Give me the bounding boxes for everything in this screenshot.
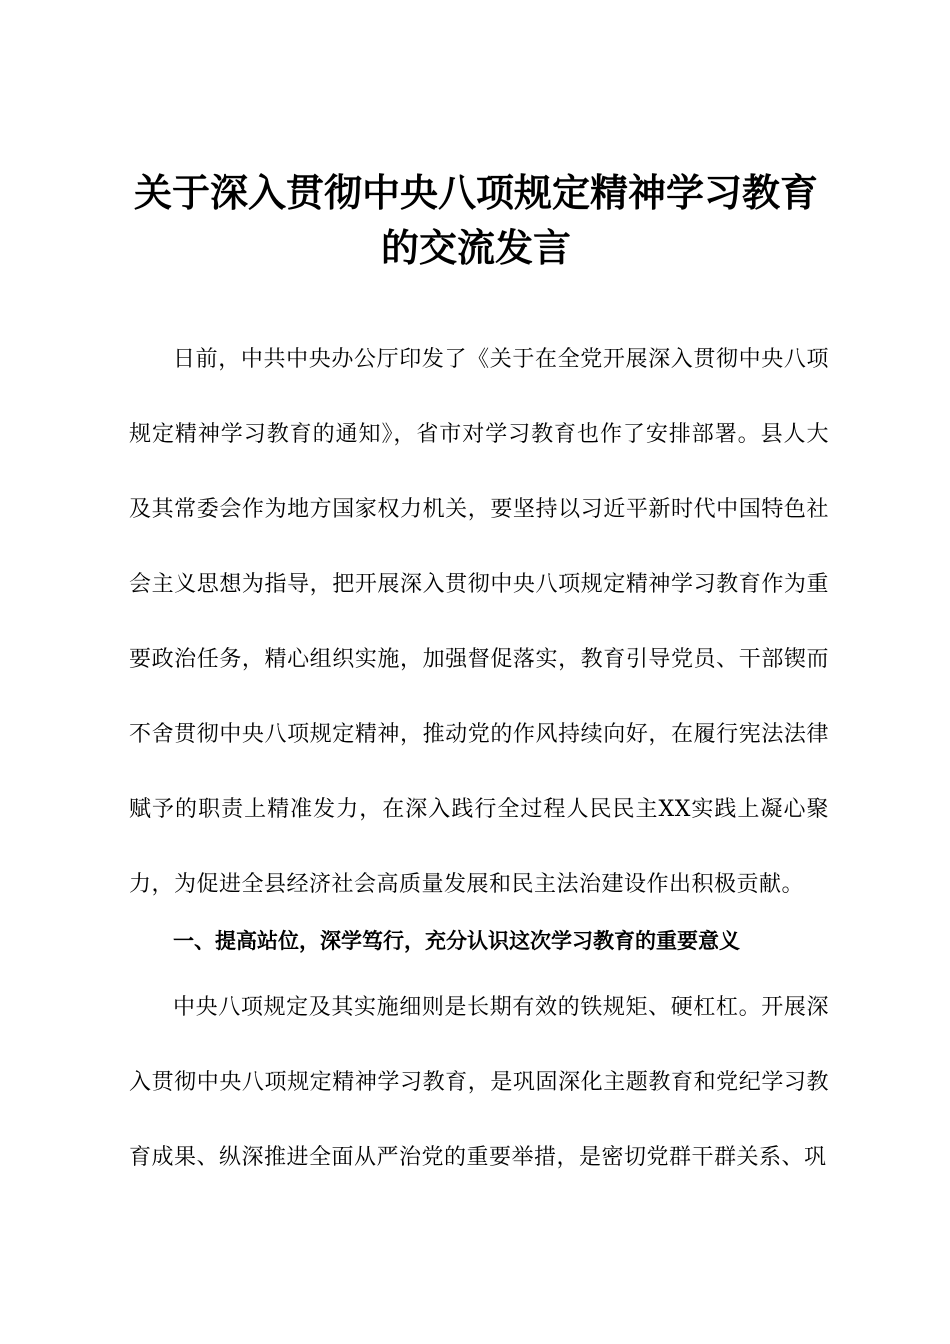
section-heading: 一、提高站位，深学笃行，充分认识这次学习教育的重要意义	[173, 929, 740, 953]
body-paragraph: 中央八项规定及其实施细则是长期有效的铁规矩、硬杠杠。开展深入贯彻中央八项规定精神学习教育，是巩固深化主题教育和党纪学习教育成果、纵深推进全面从严治党的重要举措，是密切党群干群关系、巩	[129, 995, 829, 1170]
body-paragraph: 日前，中共中央办公厅印发了《关于在全党开展深入贯彻中央八项规定精神学习教育的通知》，省市对学习教育也作了安排部署。县人大及其常委会作为地方国家权力机关，要坚持以习近平新时代中国特色社会主义思想为指导，把开展深入贯彻中央八项规定精神学习教育作为重要政治任务，精心组织实施，加强督促落实，教育引导党员、干部锲而不舍贯彻中央八项规定精神，推动党的作风持续向好，在履行宪法法律赋予的职责上精准发力，在深入践行全过程人民民主XX实践上凝心聚力，为促进全县经济社会高质量发展和民主法治建设作出积极贡献。	[129, 347, 829, 897]
document-title: 关于深入贯彻中央八项规定精神学习教育的交流发言	[133, 171, 818, 270]
